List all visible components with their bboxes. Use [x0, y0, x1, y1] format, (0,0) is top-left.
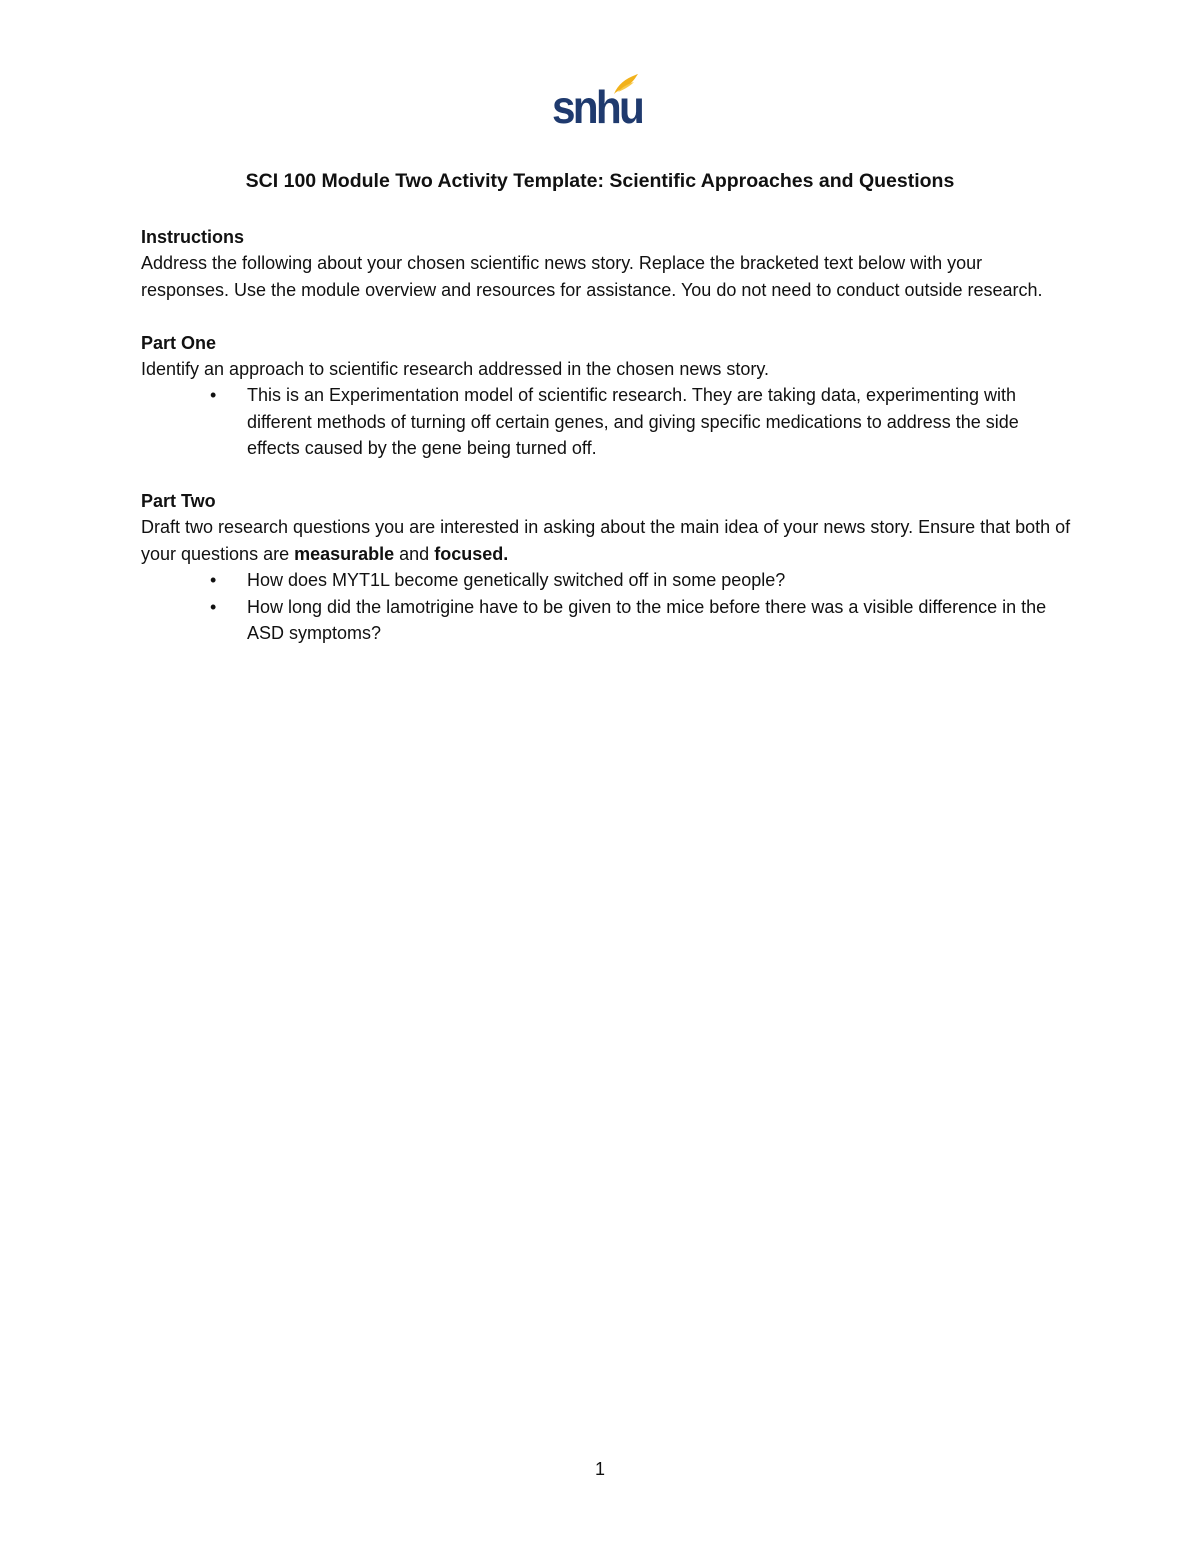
part-one-answer: This is an Experimentation model of scientific research. They are taking data, experimenting with different methods of turning off certain genes, and giving specific medications to address the side effects caused by the gene being turned off. — [247, 385, 1019, 459]
bullet-icon: • — [210, 385, 217, 406]
list-item — [141, 594, 1071, 647]
part-two-bullet-list — [141, 567, 1071, 646]
bullet-icon: • — [210, 596, 217, 617]
focused-emphasis: focused — [434, 543, 504, 564]
snhu-logo — [552, 70, 644, 134]
part-two-prompt-start: Draft two research questions you are interested in asking about the main idea of your news story. Ensure that both of your questions are — [141, 517, 1071, 564]
research-question-1: How does MYT1L become genetically switched off in some people? — [247, 570, 786, 591]
page-number: 1 — [594, 1459, 605, 1479]
instructions-text: Address the following about your chosen scientific news story. Replace the bracketed text below with your responses. Use the module overview and resources for assistance. You do not need to conduct outside research. — [141, 253, 1043, 300]
part-two-prompt-mid: and — [394, 543, 435, 564]
part-one-bullet-list — [141, 382, 1071, 461]
document-body — [141, 224, 1071, 646]
logo-wordmark: snhu — [552, 81, 643, 133]
research-question-2: How long did the lamotrigine have to be given to the mice before there was a visible difference in the ASD symptoms? — [247, 596, 1047, 644]
part-one-prompt: Identify an approach to scientific research addressed in the chosen news story. — [141, 359, 770, 380]
instructions-heading: Instructions — [141, 227, 245, 247]
part-one-heading: Part One — [141, 332, 217, 353]
part-two-heading: Part Two — [141, 491, 216, 512]
bullet-icon: • — [210, 570, 217, 591]
part-two-prompt — [141, 514, 1071, 567]
measurable-emphasis: measurable — [294, 543, 395, 564]
list-item — [141, 567, 1071, 593]
list-item — [141, 382, 1071, 461]
part-two-prompt-end: . — [503, 543, 509, 564]
page-title: SCI 100 Module Two Activity Template: Scientific Approaches and Questions — [245, 170, 955, 192]
